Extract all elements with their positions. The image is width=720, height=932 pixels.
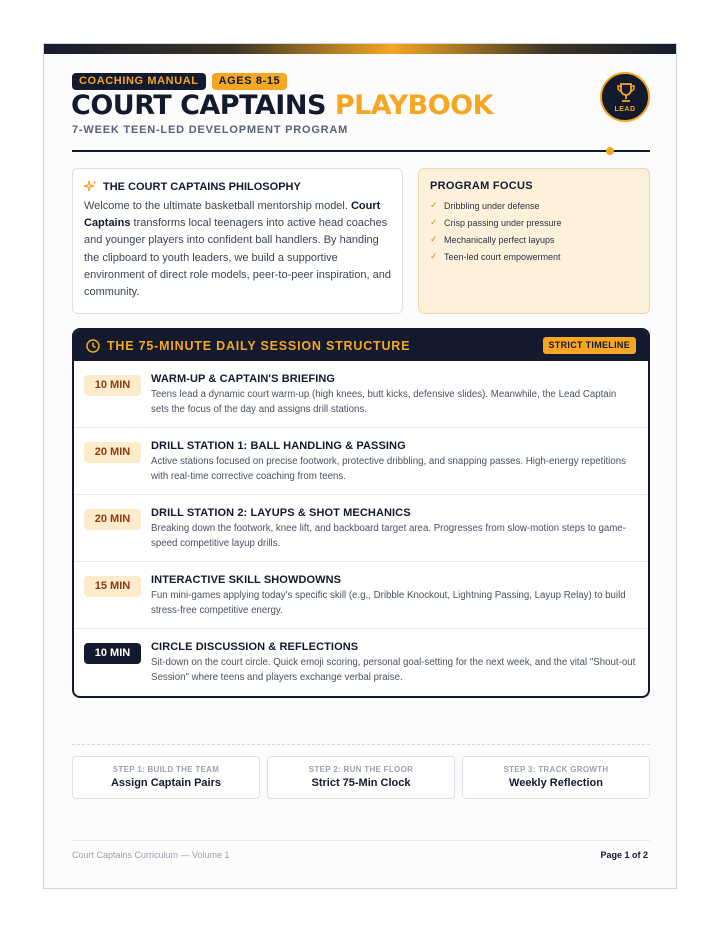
session-row-title: DRILL STATION 2: LAYUPS & SHOT MECHANICS [151, 507, 411, 519]
session-row-desc: Sit-down on the court circle. Quick emoji scoring, personal goal-setting for the next week, and the vital "Shout-out Session" where teens and players exchange verbal praise. [151, 657, 636, 683]
session-row-text [151, 440, 636, 494]
step-card [72, 756, 260, 799]
header-rule [72, 150, 650, 152]
duration-badge: 10 MIN [84, 643, 141, 664]
session-row [74, 562, 648, 629]
footer-page-number: Page 1 of 2 [600, 850, 648, 860]
step-label: STEP 2: RUN THE FLOOR [308, 765, 414, 774]
focus-item-label: Teen-led court empowerment [444, 251, 561, 262]
session-row-title: INTERACTIVE SKILL SHOWDOWNS [151, 574, 342, 586]
focus-item [430, 197, 638, 214]
session-row [74, 361, 648, 428]
lead-label: LEAD [614, 106, 636, 113]
philosophy-rest: transforms local teenagers into active head coaches and younger players into confident ball handlers. By handing the clipboard to youth leaders, we build a supportive environment of direct role models, peer-to-peer inspiration, and community. [84, 217, 391, 299]
program-focus-heading: PROGRAM FOCUS [430, 180, 533, 192]
session-row-title: CIRCLE DISCUSSION & REFLECTIONS [151, 641, 359, 653]
philosophy-body [84, 198, 391, 301]
header-badges [72, 73, 287, 90]
session-row-desc: Teens lead a dynamic court warm-up (high knees, butt kicks, defensive slides). Meanwhile, the Lead Captain sets the focus of the day and assigns drill stations. [151, 389, 617, 415]
steps-divider [72, 744, 650, 745]
header-rule-dot [606, 147, 614, 155]
session-row-desc: Fun mini-games applying today's specific skill (e.g., Dribble Knockout, Lightning Passing, Layup Relay) to build stress-free competitive energy. [151, 590, 626, 616]
session-row-title: WARM-UP & CAPTAIN'S BRIEFING [151, 373, 336, 385]
page-subtitle: 7-WEEK TEEN-LED DEVELOPMENT PROGRAM [72, 124, 349, 136]
coaching-manual-badge: COACHING MANUAL [72, 73, 206, 90]
check-icon: ✓ [430, 234, 438, 244]
check-icon: ✓ [430, 217, 438, 227]
session-structure-header [74, 330, 648, 361]
session-row-title: DRILL STATION 1: BALL HANDLING & PASSING [151, 440, 406, 452]
step-value: Weekly Reflection [509, 777, 603, 789]
focus-item-label: Mechanically perfect layups [444, 234, 555, 245]
session-row-text [151, 641, 636, 696]
title-main: COURT CAPTAINS [71, 90, 326, 121]
step-value: Strict 75-Min Clock [311, 777, 411, 789]
session-row-text [151, 574, 636, 628]
session-structure-card [72, 328, 650, 698]
sparkle-icon [84, 180, 97, 193]
check-icon: ✓ [430, 200, 438, 210]
duration-badge: 15 MIN [84, 576, 141, 597]
session-row [74, 428, 648, 495]
lead-badge [600, 72, 650, 122]
program-focus-list [430, 197, 638, 265]
program-focus-card [418, 168, 650, 314]
session-structure-title: THE 75-MINUTE DAILY SESSION STRUCTURE [107, 338, 411, 353]
check-icon: ✓ [430, 251, 438, 261]
ages-badge: AGES 8-15 [212, 73, 288, 90]
philosophy-heading [84, 180, 391, 193]
focus-item-label: Crisp passing under pressure [444, 217, 562, 228]
philosophy-intro: Welcome to the ultimate basketball mentorship model. [84, 200, 351, 212]
philosophy-brand: Court Captains [84, 200, 381, 230]
philosophy-card [72, 168, 403, 314]
clock-icon [86, 339, 100, 353]
footer-volume: Court Captains Curriculum — Volume 1 [72, 850, 230, 860]
page-title [71, 90, 493, 121]
duration-badge: 20 MIN [84, 442, 141, 463]
session-row-text [151, 373, 636, 427]
focus-item [430, 248, 638, 265]
steps-row [72, 756, 650, 799]
strict-timeline-tag: STRICT TIMELINE [543, 337, 637, 354]
duration-badge: 10 MIN [84, 375, 141, 396]
step-label: STEP 3: TRACK GROWTH [503, 765, 609, 774]
duration-badge: 20 MIN [84, 509, 141, 530]
session-row-desc: Active stations focused on precise footwork, protective dribbling, and snapping passes. High-energy repetitions with real-time corrective coaching from teens. [151, 456, 626, 482]
step-value: Assign Captain Pairs [110, 777, 222, 789]
focus-item [430, 231, 638, 248]
philosophy-heading-text: THE COURT CAPTAINS PHILOSOPHY [103, 180, 301, 193]
step-card [462, 756, 650, 799]
step-card [267, 756, 455, 799]
session-row [74, 629, 648, 696]
session-row-desc: Breaking down the footwork, knee lift, and backboard target area. Progresses from slow-motion steps to game-speed competitive layup drills. [151, 523, 626, 549]
focus-item-label: Dribbling under defense [444, 200, 540, 211]
document-page [43, 43, 677, 889]
focus-item [430, 214, 638, 231]
session-row-text [151, 507, 636, 561]
session-row [74, 495, 648, 562]
footer-rule [72, 840, 650, 841]
top-accent-bar [44, 44, 676, 54]
step-label: STEP 1: BUILD THE TEAM [112, 765, 220, 774]
trophy-icon [617, 83, 635, 103]
title-accent: PLAYBOOK [334, 90, 494, 121]
